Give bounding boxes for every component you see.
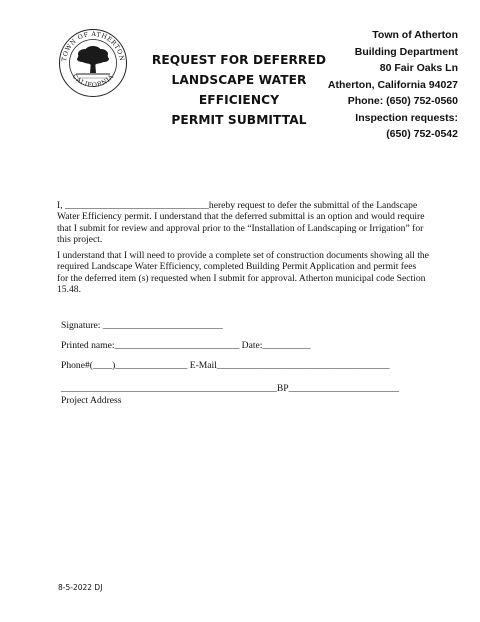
seal-bottom-text: CALIFORNIA xyxy=(70,73,116,89)
project-address-label: Project Address xyxy=(61,395,122,406)
phone-email-field[interactable]: Phone#(____)_______________ E-Mail____________________________________ xyxy=(61,360,390,371)
request-body xyxy=(57,200,429,300)
request-paragraph-2: I understand that I will need to provide a complete set of construction documents showing all the required Landscape Water Efficiency, completed Building Permit Application and permit fees for the deferred item (s) requested when I submit for approval. Atherton municipal code Section 15.48. xyxy=(57,250,429,296)
signature-field[interactable]: Signature: _________________________ xyxy=(61,320,223,331)
contact-inspection-phone: (650) 752-0542 xyxy=(386,128,458,140)
seal-top-text: TOWN OF ATHERTON xyxy=(60,30,126,62)
footer-code: 8-5-2022 DJ xyxy=(58,583,103,592)
form-fields xyxy=(61,320,421,406)
contact-phone: Phone: (650) 752-0560 xyxy=(347,95,458,107)
svg-text:TOWN OF ATHERTON xyxy=(61,31,125,62)
contact-city: Atherton, California 94027 xyxy=(327,78,458,91)
request-paragraph-1: I, ______________________________hereby request to defer the submittal of the Landscape Water Efficiency permit. I understand that the deferred submittal is an option and would require that I submit for review and approval prior to the “Installation of Landscaping or Irrigation” for this project. xyxy=(57,200,425,245)
printed-name-date-field[interactable]: Printed name:__________________________ Date:__________ xyxy=(61,340,311,351)
title-line-2: LANDSCAPE WATER EFFICIENCY xyxy=(171,73,307,107)
contact-town: Town of Atherton xyxy=(372,29,458,41)
title-line-3: PERMIT SUBMITTAL xyxy=(171,113,307,127)
contact-inspection-label: Inspection requests: xyxy=(355,111,458,124)
contact-department: Building Department xyxy=(354,45,458,58)
contact-block xyxy=(308,27,458,143)
town-seal xyxy=(58,28,128,98)
contact-street: 80 Fair Oaks Ln xyxy=(379,62,458,74)
title-line-1: REQUEST FOR DEFERRED xyxy=(151,53,327,67)
svg-text:CALIFORNIA xyxy=(71,73,116,89)
address-bp-field[interactable]: _____________________________________________BP_______________________ xyxy=(61,383,399,394)
